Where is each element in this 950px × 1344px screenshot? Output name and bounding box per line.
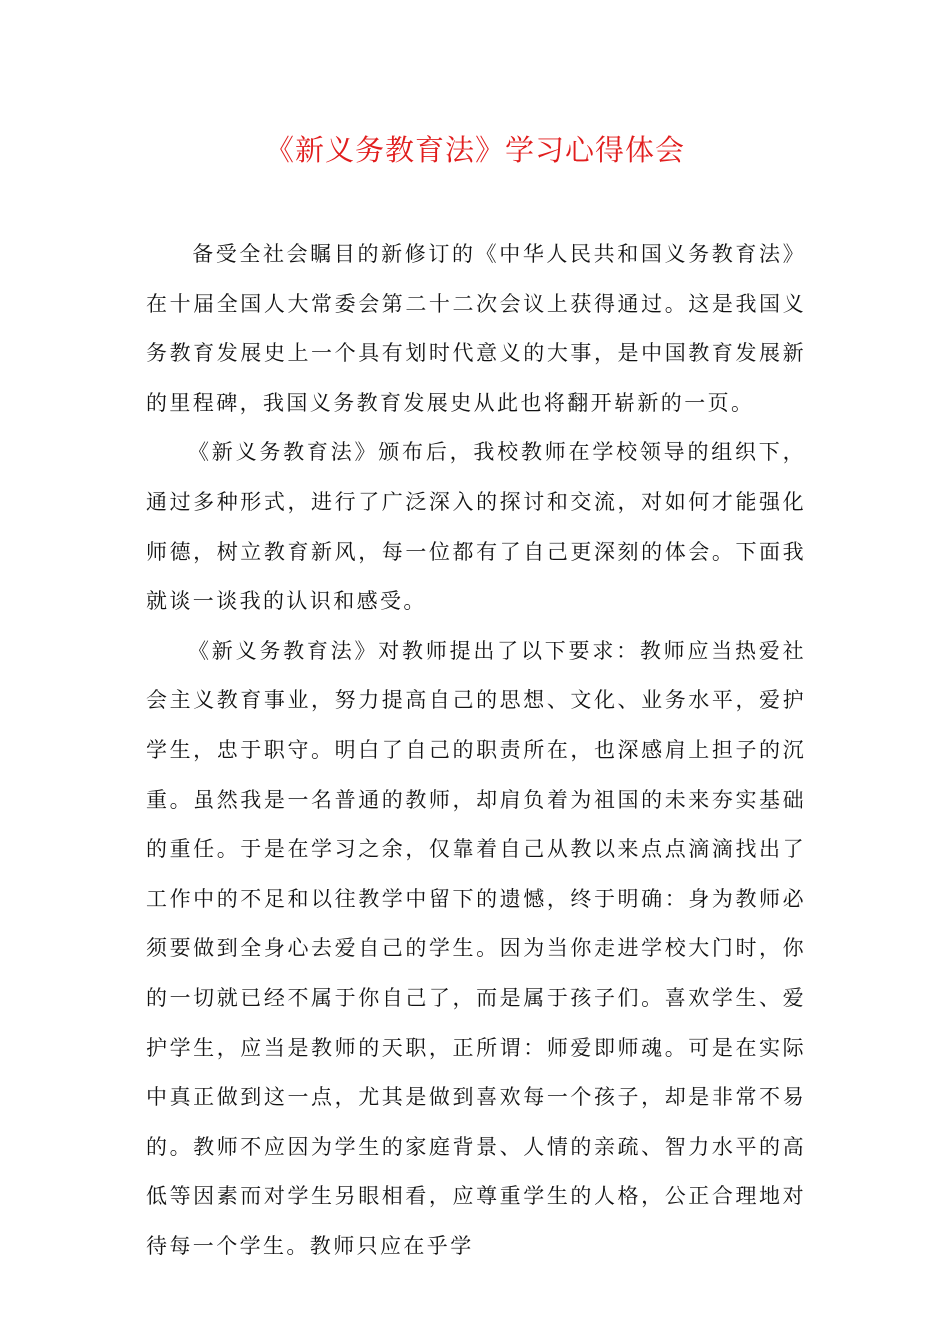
- document-body: [146, 230, 806, 1271]
- paragraph-2: 《新义务教育法》颁布后，我校教师在学校领导的组织下，通过多种形式，进行了广泛深入的探讨和交流，对如何才能强化师德，树立教育新风，每一位都有了自己更深刻的体会。下面我就谈一谈我的认识和感受。: [146, 440, 806, 614]
- document-title: 《新义务教育法》学习心得体会: [264, 133, 685, 167]
- paragraph-3: 《新义务教育法》对教师提出了以下要求：教师应当热爱社会主义教育事业，努力提高自己的思想、文化、业务水平，爱护学生，忠于职守。明白了自己的职责所在，也深感肩上担子的沉重。虽然我是一名普通的教师，却肩负着为祖国的未来夯实基础的重任。于是在学习之余，仅靠着自己从教以来点点滴滴找出了工作中的不足和以往教学中留下的遗憾，终于明确：身为教师必须要做到全身心去爱自己的学生。因为当你走进学校大门时，你的一切就已经不属于你自己了，而是属于孩子们。喜欢学生、爱护学生，应当是教师的天职，正所谓：师爱即师魂。可是在实际中真正做到这一点，尤其是做到喜欢每一个孩子，却是非常不易的。教师不应因为学生的家庭背景、人情的亲疏、智力水平的高低等因素而对学生另眼相看，应尊重学生的人格，公正合理地对待每一个学生。教师只应在乎学: [146, 638, 806, 1258]
- paragraph-1: 备受全社会瞩目的新修订的《中华人民共和国义务教育法》在十届全国人大常委会第二十二次会议上获得通过。这是我国义务教育发展史上一个具有划时代意义的大事，是中国教育发展新的里程碑，我国义务教育发展史从此也将翻开崭新的一页。: [146, 242, 806, 415]
